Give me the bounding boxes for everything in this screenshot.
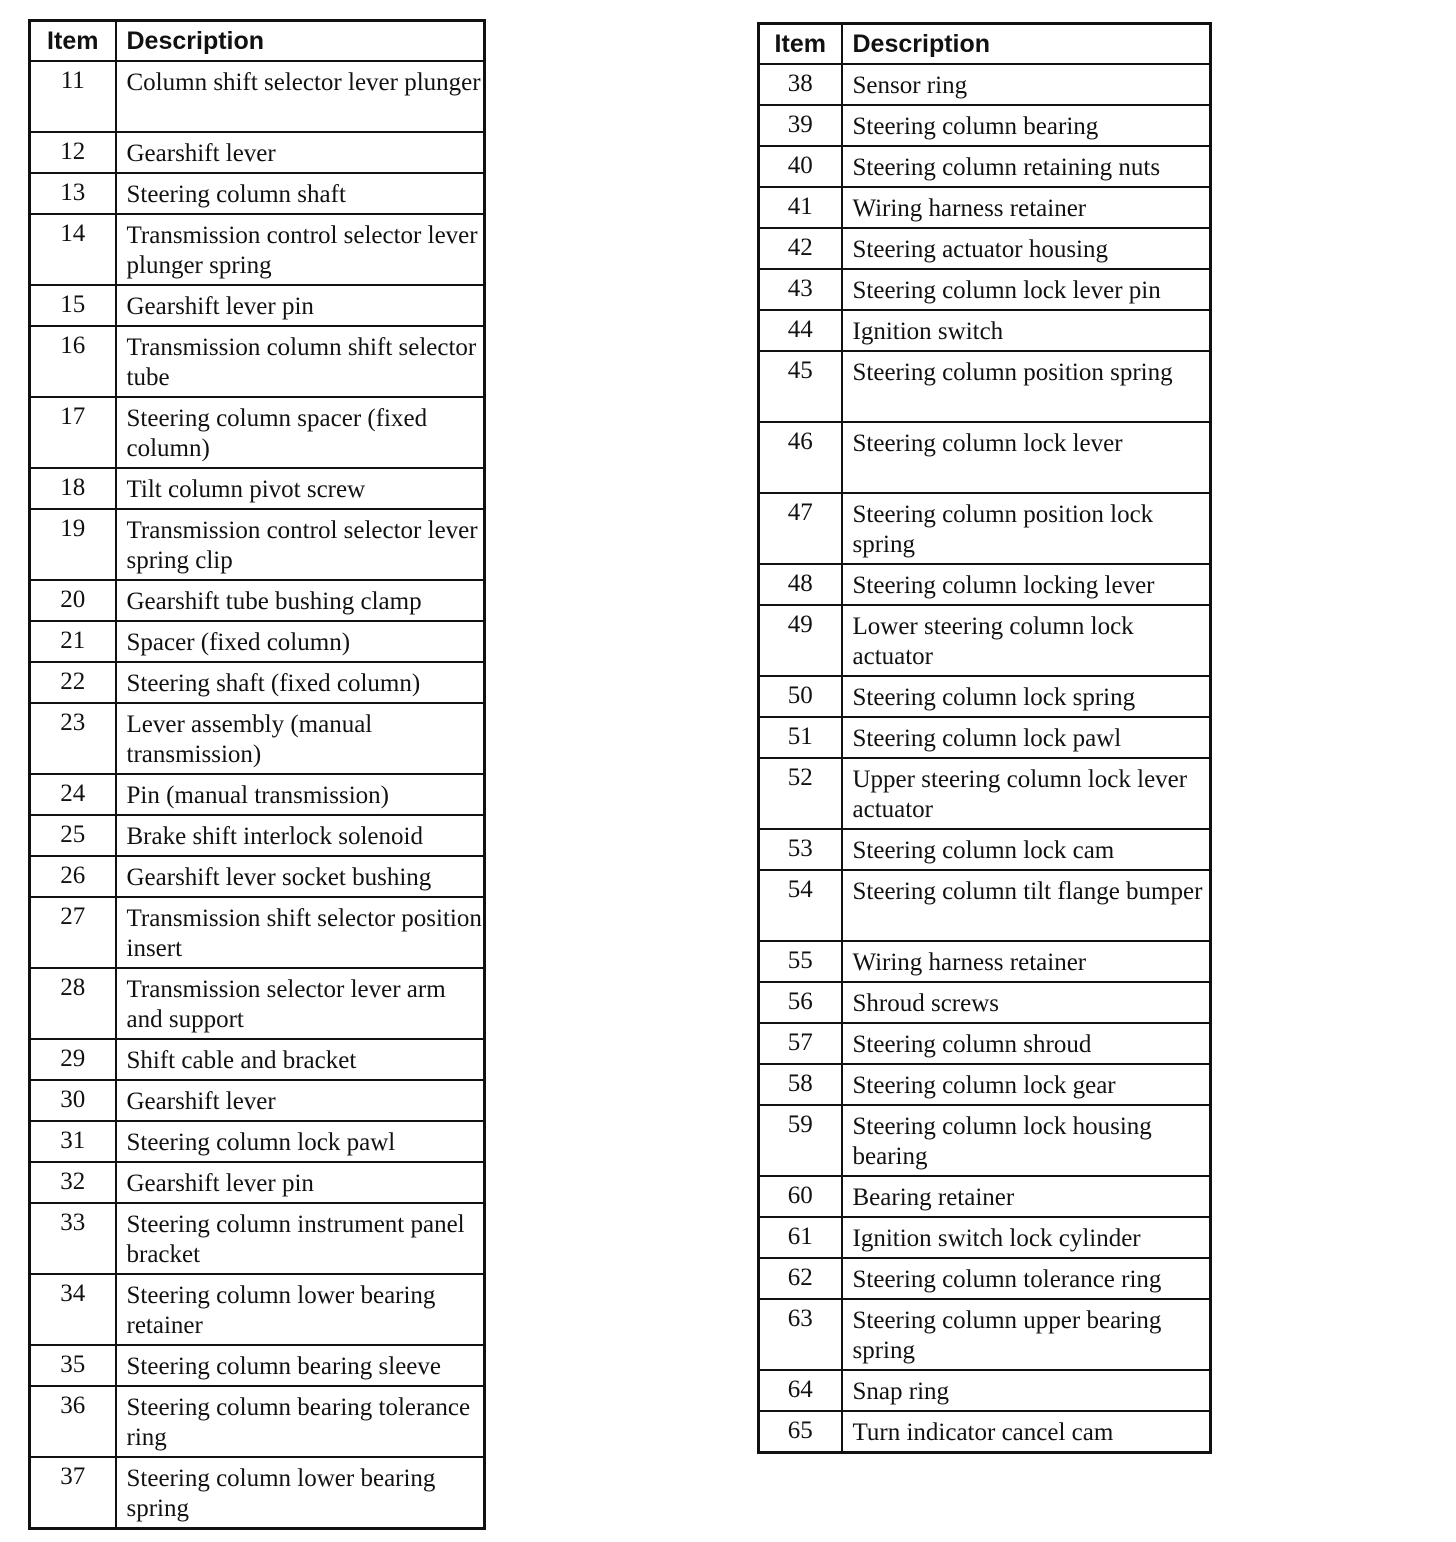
item-number: 58 <box>759 1064 842 1105</box>
item-number: 53 <box>759 829 842 870</box>
table-row <box>30 897 485 968</box>
table-row <box>30 1457 485 1528</box>
table-row <box>759 187 1211 228</box>
table-row <box>30 509 485 580</box>
item-description: Steering column lower bearing spring <box>116 1457 485 1528</box>
item-number: 49 <box>759 605 842 676</box>
table-row <box>759 146 1211 187</box>
item-number: 31 <box>30 1121 116 1162</box>
item-number: 56 <box>759 982 842 1023</box>
item-description: Steering column lock gear <box>842 1064 1211 1105</box>
item-number: 11 <box>30 61 116 132</box>
item-number: 43 <box>759 269 842 310</box>
table-row <box>759 1105 1211 1176</box>
item-number: 15 <box>30 285 116 326</box>
table-row <box>759 1299 1211 1370</box>
item-description: Steering column shroud <box>842 1023 1211 1064</box>
item-number: 18 <box>30 468 116 509</box>
header-row <box>759 24 1211 65</box>
item-number: 40 <box>759 146 842 187</box>
table-row <box>30 968 485 1039</box>
table-row <box>759 228 1211 269</box>
item-description: Steering column position lock spring <box>842 493 1211 564</box>
item-number: 63 <box>759 1299 842 1370</box>
item-description: Steering column spacer (fixed column) <box>116 397 485 468</box>
item-description: Lower steering column lock actuator <box>842 605 1211 676</box>
item-description: Bearing retainer <box>842 1176 1211 1217</box>
item-description: Transmission control selector lever spring clip <box>116 509 485 580</box>
table-row <box>30 61 485 132</box>
item-description: Steering column bearing tolerance ring <box>116 1386 485 1457</box>
table-row <box>759 64 1211 105</box>
item-number: 64 <box>759 1370 842 1411</box>
item-number: 60 <box>759 1176 842 1217</box>
item-number: 16 <box>30 326 116 397</box>
item-number: 52 <box>759 758 842 829</box>
table-row <box>30 1162 485 1203</box>
item-description: Steering column tilt flange bumper <box>842 870 1211 941</box>
item-number: 48 <box>759 564 842 605</box>
item-number: 57 <box>759 1023 842 1064</box>
item-description: Sensor ring <box>842 64 1211 105</box>
table-row <box>30 774 485 815</box>
item-description: Steering column instrument panel bracket <box>116 1203 485 1274</box>
item-description: Gearshift lever <box>116 132 485 173</box>
item-number: 62 <box>759 1258 842 1299</box>
item-number: 46 <box>759 422 842 493</box>
item-description: Steering column tolerance ring <box>842 1258 1211 1299</box>
item-number: 17 <box>30 397 116 468</box>
item-description: Steering column lock housing bearing <box>842 1105 1211 1176</box>
table-row <box>30 1121 485 1162</box>
item-description: Wiring harness retainer <box>842 187 1211 228</box>
item-description: Transmission control selector lever plunger spring <box>116 214 485 285</box>
table-row <box>759 310 1211 351</box>
table-row <box>759 493 1211 564</box>
table-row <box>759 564 1211 605</box>
item-number: 39 <box>759 105 842 146</box>
description-column-header: Description <box>116 21 485 62</box>
table-row <box>759 1176 1211 1217</box>
table-row <box>759 1023 1211 1064</box>
item-description: Brake shift interlock solenoid <box>116 815 485 856</box>
left-table-body <box>30 61 485 1528</box>
item-column-header: Item <box>30 21 116 62</box>
item-description: Steering column lower bearing retainer <box>116 1274 485 1345</box>
item-description: Gearshift lever pin <box>116 285 485 326</box>
item-description: Gearshift lever pin <box>116 1162 485 1203</box>
item-number: 51 <box>759 717 842 758</box>
item-number: 19 <box>30 509 116 580</box>
item-description: Steering column upper bearing spring <box>842 1299 1211 1370</box>
table-row <box>30 397 485 468</box>
item-number: 65 <box>759 1411 842 1452</box>
table-row <box>759 1217 1211 1258</box>
item-description: Transmission selector lever arm and support <box>116 968 485 1039</box>
item-description: Transmission column shift selector tube <box>116 326 485 397</box>
item-number: 13 <box>30 173 116 214</box>
item-description: Steering column shaft <box>116 173 485 214</box>
table-row <box>30 468 485 509</box>
table-row <box>30 1386 485 1457</box>
item-description: Steering column position spring <box>842 351 1211 422</box>
table-row <box>30 326 485 397</box>
item-number: 26 <box>30 856 116 897</box>
item-number: 44 <box>759 310 842 351</box>
item-description: Gearshift lever socket bushing <box>116 856 485 897</box>
item-description: Steering column lock spring <box>842 676 1211 717</box>
item-description: Steering column lock lever <box>842 422 1211 493</box>
item-number: 61 <box>759 1217 842 1258</box>
table-row <box>759 1411 1211 1452</box>
table-row <box>30 1203 485 1274</box>
item-number: 32 <box>30 1162 116 1203</box>
table-row <box>30 703 485 774</box>
item-description: Wiring harness retainer <box>842 941 1211 982</box>
item-number: 55 <box>759 941 842 982</box>
table-row <box>759 269 1211 310</box>
item-description: Steering column retaining nuts <box>842 146 1211 187</box>
item-description: Ignition switch lock cylinder <box>842 1217 1211 1258</box>
item-description: Gearshift tube bushing clamp <box>116 580 485 621</box>
item-number: 38 <box>759 64 842 105</box>
right-table-body <box>759 64 1211 1452</box>
table-row <box>30 132 485 173</box>
table-row <box>30 285 485 326</box>
table-row <box>759 829 1211 870</box>
item-number: 23 <box>30 703 116 774</box>
item-number: 45 <box>759 351 842 422</box>
item-description: Column shift selector lever plunger <box>116 61 485 132</box>
item-description: Pin (manual transmission) <box>116 774 485 815</box>
item-description: Shift cable and bracket <box>116 1039 485 1080</box>
table-row <box>759 870 1211 941</box>
table-row <box>30 173 485 214</box>
table-row <box>30 1039 485 1080</box>
item-number: 33 <box>30 1203 116 1274</box>
item-description: Steering column lock lever pin <box>842 269 1211 310</box>
item-description: Steering column lock pawl <box>116 1121 485 1162</box>
item-description: Lever assembly (manual transmission) <box>116 703 485 774</box>
item-description: Shroud screws <box>842 982 1211 1023</box>
table-row <box>759 982 1211 1023</box>
table-row <box>30 580 485 621</box>
parts-table-left <box>28 19 486 1530</box>
table-row <box>759 1370 1211 1411</box>
table-row <box>759 105 1211 146</box>
item-description: Steering actuator housing <box>842 228 1211 269</box>
item-number: 27 <box>30 897 116 968</box>
item-description: Steering shaft (fixed column) <box>116 662 485 703</box>
item-number: 21 <box>30 621 116 662</box>
item-number: 24 <box>30 774 116 815</box>
header-row <box>30 21 485 62</box>
table-row <box>759 676 1211 717</box>
item-number: 35 <box>30 1345 116 1386</box>
item-number: 22 <box>30 662 116 703</box>
item-description: Upper steering column lock lever actuator <box>842 758 1211 829</box>
item-description: Snap ring <box>842 1370 1211 1411</box>
item-number: 29 <box>30 1039 116 1080</box>
item-description: Steering column lock pawl <box>842 717 1211 758</box>
table-row <box>30 662 485 703</box>
item-number: 42 <box>759 228 842 269</box>
item-description: Spacer (fixed column) <box>116 621 485 662</box>
table-row <box>30 815 485 856</box>
item-number: 50 <box>759 676 842 717</box>
table-row <box>759 351 1211 422</box>
item-number: 20 <box>30 580 116 621</box>
item-number: 47 <box>759 493 842 564</box>
table-row <box>759 422 1211 493</box>
item-description: Gearshift lever <box>116 1080 485 1121</box>
parts-table-right <box>757 22 1212 1454</box>
table-row <box>30 1345 485 1386</box>
item-description: Turn indicator cancel cam <box>842 1411 1211 1452</box>
item-number: 37 <box>30 1457 116 1528</box>
item-number: 41 <box>759 187 842 228</box>
table-row <box>759 758 1211 829</box>
item-number: 59 <box>759 1105 842 1176</box>
table-row <box>759 717 1211 758</box>
item-number: 12 <box>30 132 116 173</box>
item-number: 25 <box>30 815 116 856</box>
item-description: Steering column bearing sleeve <box>116 1345 485 1386</box>
description-column-header: Description <box>842 24 1211 65</box>
table-row <box>30 621 485 662</box>
item-number: 14 <box>30 214 116 285</box>
table-row <box>30 1080 485 1121</box>
item-column-header: Item <box>759 24 842 65</box>
item-number: 28 <box>30 968 116 1039</box>
item-description: Transmission shift selector position insert <box>116 897 485 968</box>
item-number: 54 <box>759 870 842 941</box>
item-number: 34 <box>30 1274 116 1345</box>
item-number: 30 <box>30 1080 116 1121</box>
table-row <box>30 1274 485 1345</box>
table-row <box>30 856 485 897</box>
item-description: Ignition switch <box>842 310 1211 351</box>
table-row <box>30 214 485 285</box>
table-row <box>759 605 1211 676</box>
item-description: Tilt column pivot screw <box>116 468 485 509</box>
table-row <box>759 1064 1211 1105</box>
table-row <box>759 1258 1211 1299</box>
item-number: 36 <box>30 1386 116 1457</box>
item-description: Steering column lock cam <box>842 829 1211 870</box>
item-description: Steering column bearing <box>842 105 1211 146</box>
item-description: Steering column locking lever <box>842 564 1211 605</box>
table-row <box>759 941 1211 982</box>
